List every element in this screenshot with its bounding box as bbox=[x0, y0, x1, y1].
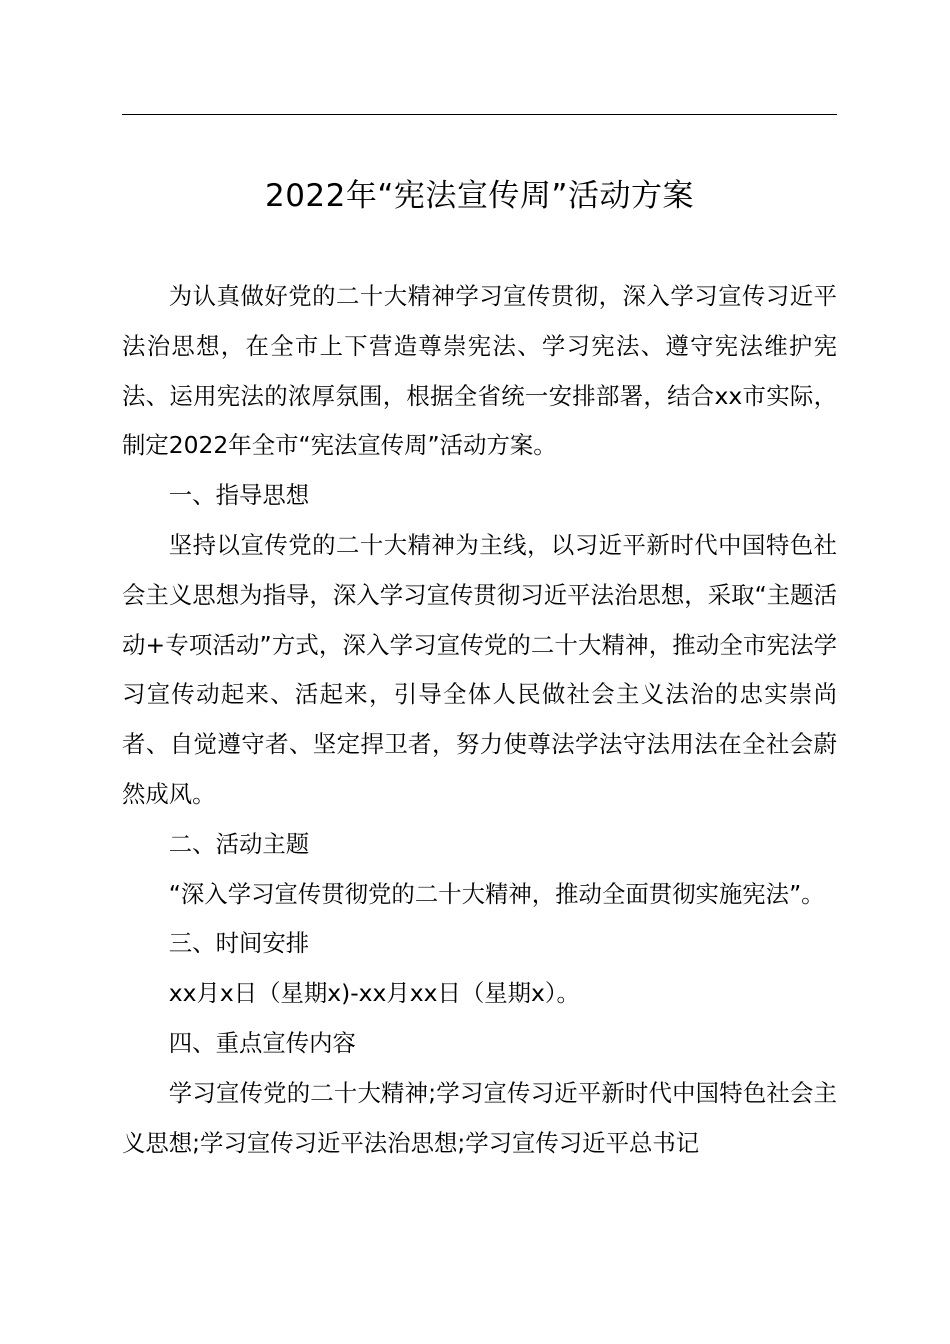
section-heading-guiding-ideology: 一、指导思想 bbox=[168, 481, 310, 510]
section-heading-key-content: 四、重点宣传内容 bbox=[168, 1028, 356, 1057]
intro-paragraph: 为认真做好党的二十大精神学习宣传贯彻，深入学习宣传习近平法治思想，在全市上下营造尊崇宪法、学习宪法、遵守宪法维护宪法、运用宪法的浓厚氛围，根据全省统一安排部署，结合xx市实际，制定2022年全市“宪法宣传周”活动方案。 bbox=[122, 282, 837, 460]
document-title: 2022年“宪法宣传周”活动方案 bbox=[264, 178, 694, 214]
header-rule bbox=[122, 114, 837, 115]
activity-theme-paragraph: “深入学习宣传贯彻党的二十大精神，推动全面贯彻实施宪法”。 bbox=[168, 879, 825, 908]
schedule-paragraph: xx月x日（星期x)-xx月xx日（星期x）。 bbox=[168, 979, 580, 1008]
document-body bbox=[122, 272, 837, 1168]
section-heading-activity-theme: 二、活动主题 bbox=[168, 829, 310, 858]
guiding-ideology-paragraph: 坚持以宣传党的二十大精神为主线，以习近平新时代中国特色社会主义思想为指导，深入学习宣传贯彻习近平法治思想，采取“主题活动+专项活动”方式，深入学习宣传党的二十大精神，推动全市宪法学习宣传动起来、活起来，引导全体人民做社会主义法治的忠实崇尚者、自觉遵守者、坚定捍卫者，努力使尊法学法守法用法在全社会蔚然成风。 bbox=[122, 530, 837, 808]
section-heading-schedule: 三、时间安排 bbox=[168, 929, 310, 958]
key-content-paragraph: 学习宣传党的二十大精神;学习宣传习近平新时代中国特色社会主义思想;学习宣传习近平法治思想;学习宣传习近平总书记 bbox=[122, 1078, 837, 1157]
